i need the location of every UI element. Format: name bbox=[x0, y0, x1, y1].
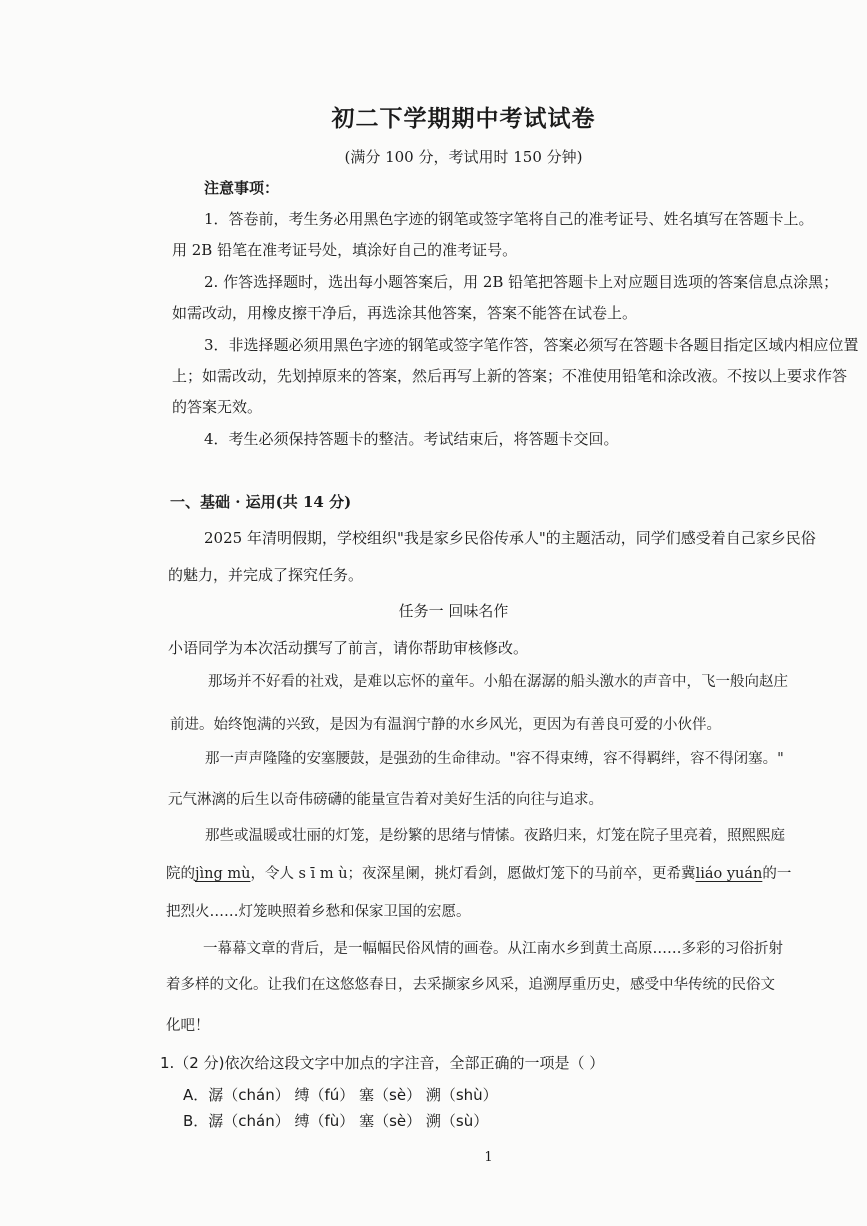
notice-line: 用 2B 铅笔在准考证号处，填涂好自己的准考证号。 bbox=[172, 241, 518, 259]
passage-line: 前进。始终饱满的兴致，是因为有温润宁静的水乡风光，更因为有善良可爱的小伙伴。 bbox=[170, 717, 721, 733]
notice-line: 上；如需改动，先划掉原来的答案，然后再写上新的答案；不准使用铅笔和涂改液。不按以上要求作答 bbox=[172, 367, 848, 385]
passage-line: 化吧！ bbox=[166, 1018, 210, 1034]
notice-line: 如需改动，用橡皮擦干净后，再选涂其他答案，答案不能答在试卷上。 bbox=[172, 304, 638, 322]
intro-line: 2025 年清明假期，学校组织"我是家乡民俗传承人"的主题活动，同学们感受着自己家乡民俗 bbox=[204, 529, 816, 547]
page-number: 1 bbox=[484, 1150, 493, 1165]
question-stem: 1.（2 分)依次给这段文字中加点的字注音，全部正确的一项是（ ） bbox=[160, 1054, 605, 1072]
passage-line: 着多样的文化。让我们在这悠悠春日，去采撷家乡风采，追溯厚重历史，感受中华传统的民俗文 bbox=[166, 977, 775, 993]
intro-line: 的魅力，并完成了探究任务。 bbox=[168, 566, 364, 584]
notice-line: 2. 作答选择题时，选出每小题答案后，用 2B 铅笔把答题卡上对应题目选项的答案信息点涂黑； bbox=[204, 273, 839, 291]
passage-line: 一幕幕文章的背后，是一幅幅民俗风情的画卷。从江南水乡到黄土高原……多彩的习俗折射 bbox=[203, 941, 783, 957]
notice-line: 3．非选择题必须用黑色字迹的钢笔或签字笔作答，答案必须写在答题卡各题目指定区域内相应位置 bbox=[204, 336, 859, 354]
passage-line-with-blanks bbox=[166, 862, 791, 883]
notice-line: 的答案无效。 bbox=[172, 398, 263, 416]
exam-subtitle: (满分 100 分，考试用时 150 分钟) bbox=[344, 148, 583, 166]
passage-text: 院的 bbox=[166, 866, 195, 882]
passage-line: 把烈火……灯笼映照着乡愁和保家卫国的宏愿。 bbox=[166, 904, 471, 920]
passage-line: 那一声声隆隆的安塞腰鼓，是强劲的生命律动。"容不得束缚，容不得羁绊，容不得闭塞。" bbox=[205, 751, 784, 767]
passage-line: 那场并不好看的社戏，是难以忘怀的童年。小船在潺潺的船头激水的声音中，飞一般向赵庄 bbox=[208, 674, 788, 690]
question-option-b: B．潺（chán） 缚（fù） 塞（sè） 溯（sù） bbox=[183, 1112, 489, 1130]
notice-line: 1．答卷前，考生务必用黑色字迹的钢笔或签字笔将自己的准考证号、姓名填写在答题卡上。 bbox=[204, 210, 814, 228]
passage-text: 的一 bbox=[762, 866, 792, 882]
task-intro: 小语同学为本次活动撰写了前言，请你帮助审核修改。 bbox=[168, 639, 529, 657]
pinyin-blank: jìng mù bbox=[195, 866, 251, 882]
notice-line: 4．考生必须保持答题卡的整洁。考试结束后，将答题卡交回。 bbox=[204, 430, 619, 448]
task-title: 任务一 回味名作 bbox=[398, 602, 509, 620]
question-option-a: A．潺（chán） 缚（fú） 塞（sè） 溯（shù） bbox=[183, 1086, 498, 1104]
page-title: 初二下学期期中考试试卷 bbox=[331, 105, 596, 132]
section-heading: 一、基础 · 运用(共 14 分) bbox=[170, 493, 352, 511]
notice-heading: 注意事项： bbox=[204, 179, 280, 197]
passage-line: 那些或温暖或壮丽的灯笼，是纷繁的思绪与情愫。夜路归来，灯笼在院子里亮着，照熙熙庭 bbox=[205, 828, 785, 844]
passage-line: 元气淋漓的后生以奇伟磅礴的能量宣告着对美好生活的向往与追求。 bbox=[168, 792, 603, 808]
pinyin-blank: liáo yuán bbox=[695, 866, 763, 882]
passage-text: ，令人 s ī m ù；夜深星阑，挑灯看剑，愿做灯笼下的马前卒，更希冀 bbox=[250, 866, 696, 882]
